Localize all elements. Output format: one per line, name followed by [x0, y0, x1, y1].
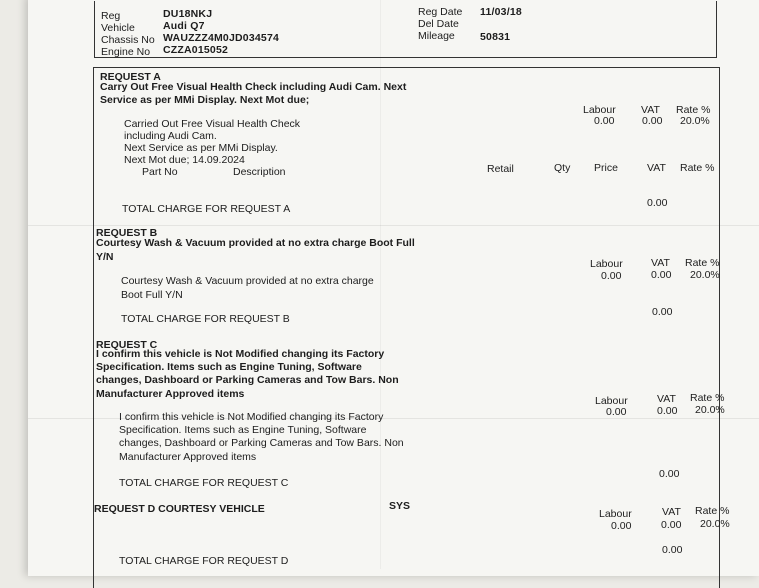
request-c-total-label: TOTAL CHARGE FOR REQUEST C — [119, 477, 289, 489]
parts-rate-header: Rate % — [680, 162, 715, 174]
request-c-vat: 0.00 — [657, 405, 678, 417]
price-header: Price — [594, 162, 618, 174]
request-a-heading-line: Carry Out Free Visual Health Check including Audi Cam. Next — [100, 81, 407, 93]
request-a-detail-line: Next Service as per MMi Display. — [124, 142, 278, 154]
request-d-title: REQUEST D COURTESY VEHICLE — [94, 503, 265, 515]
labour-header: Labour — [590, 258, 623, 270]
request-d-vat: 0.00 — [661, 519, 682, 531]
chassis-value: WAUZZZ4M0JD034574 — [163, 32, 280, 44]
request-d-total: 0.00 — [662, 544, 683, 556]
request-a-detail-line: Next Mot due; 14.09.2024 — [124, 154, 245, 166]
request-c-heading-line: Specification. Items such as Engine Tuning, Software — [96, 361, 362, 373]
parts-vat-header: VAT — [647, 162, 666, 174]
request-c-heading-line: Manufacturer Approved items — [96, 388, 245, 400]
request-a-rate: 20.0% — [680, 115, 710, 127]
request-b-detail-line: Courtesy Wash & Vacuum provided at no extra charge — [121, 275, 374, 287]
request-c-detail-line: Specification. Items such as Engine Tuning, Software — [119, 424, 367, 436]
request-a-total: 0.00 — [647, 197, 668, 209]
request-c-detail-line: I confirm this vehicle is Not Modified changing its Factory — [119, 411, 384, 423]
request-b-rate: 20.0% — [690, 269, 720, 281]
request-a-detail-line: including Audi Cam. — [124, 130, 217, 142]
vat-header: VAT — [657, 393, 676, 405]
request-a-vat: 0.00 — [642, 115, 663, 127]
labour-header: Labour — [595, 395, 628, 407]
request-d-labour: 0.00 — [611, 520, 632, 532]
request-a-total-label: TOTAL CHARGE FOR REQUEST A — [122, 203, 291, 215]
request-c-rate: 20.0% — [695, 404, 725, 416]
labour-header: Labour — [583, 104, 616, 116]
request-b-labour: 0.00 — [601, 270, 622, 282]
request-d-total-label: TOTAL CHARGE FOR REQUEST D — [119, 555, 289, 567]
request-c-heading-line: changes, Dashboard or Parking Cameras and Tow Bars. Non — [96, 374, 399, 386]
retail-header: Retail — [487, 163, 514, 175]
request-b-title: REQUEST B — [96, 227, 158, 239]
request-c-heading-line: I confirm this vehicle is Not Modified changing its Factory — [96, 348, 385, 360]
labour-header: Labour — [599, 508, 632, 520]
vat-header: VAT — [641, 104, 660, 116]
vehicle-value: Audi Q7 — [163, 20, 205, 32]
request-b-heading-line: Courtesy Wash & Vacuum provided at no extra charge Boot Full — [96, 237, 415, 249]
reg-label: Reg — [101, 10, 121, 22]
del-date-label: Del Date — [418, 18, 459, 30]
request-d-code: SYS — [389, 500, 411, 512]
reg-date-value: 11/03/18 — [480, 6, 522, 18]
request-b-heading-line: Y/N — [96, 251, 114, 263]
request-a-detail-line: Carried Out Free Visual Health Check — [124, 118, 301, 130]
request-b-detail-line: Boot Full Y/N — [121, 289, 183, 301]
request-d-rate: 20.0% — [700, 518, 730, 530]
reg-date-label: Reg Date — [418, 6, 463, 18]
rate-header: Rate % — [695, 505, 730, 517]
part-no-header: Part No — [142, 166, 178, 178]
qty-header: Qty — [554, 162, 571, 174]
reg-value: DU18NKJ — [163, 8, 213, 20]
request-c-labour: 0.00 — [606, 406, 627, 418]
request-a-labour: 0.00 — [594, 115, 615, 127]
rate-header: Rate % — [690, 392, 725, 404]
rate-header: Rate % — [676, 104, 711, 116]
rate-header: Rate % — [685, 257, 720, 269]
vat-header: VAT — [651, 257, 670, 269]
request-a-heading-line: Service as per MMi Display. Next Mot due; — [100, 94, 310, 106]
request-c-title: REQUEST C — [96, 339, 158, 351]
request-c-total: 0.00 — [659, 468, 680, 480]
description-header: Description — [233, 166, 286, 178]
request-c-detail-line: Manufacturer Approved items — [119, 451, 257, 463]
request-b-vat: 0.00 — [651, 269, 672, 281]
request-b-total-label: TOTAL CHARGE FOR REQUEST B — [121, 313, 290, 325]
request-c-detail-line: changes, Dashboard or Parking Cameras and Tow Bars. Non — [119, 437, 404, 449]
vehicle-label: Vehicle — [101, 22, 135, 34]
mileage-value: 50831 — [480, 31, 511, 43]
engine-value: CZZA015052 — [163, 44, 229, 56]
request-a-title: REQUEST A — [100, 71, 161, 83]
engine-label: Engine No — [101, 46, 151, 58]
vat-header: VAT — [662, 506, 681, 518]
chassis-label: Chassis No — [101, 34, 155, 46]
mileage-label: Mileage — [418, 30, 455, 42]
request-b-total: 0.00 — [652, 306, 673, 318]
